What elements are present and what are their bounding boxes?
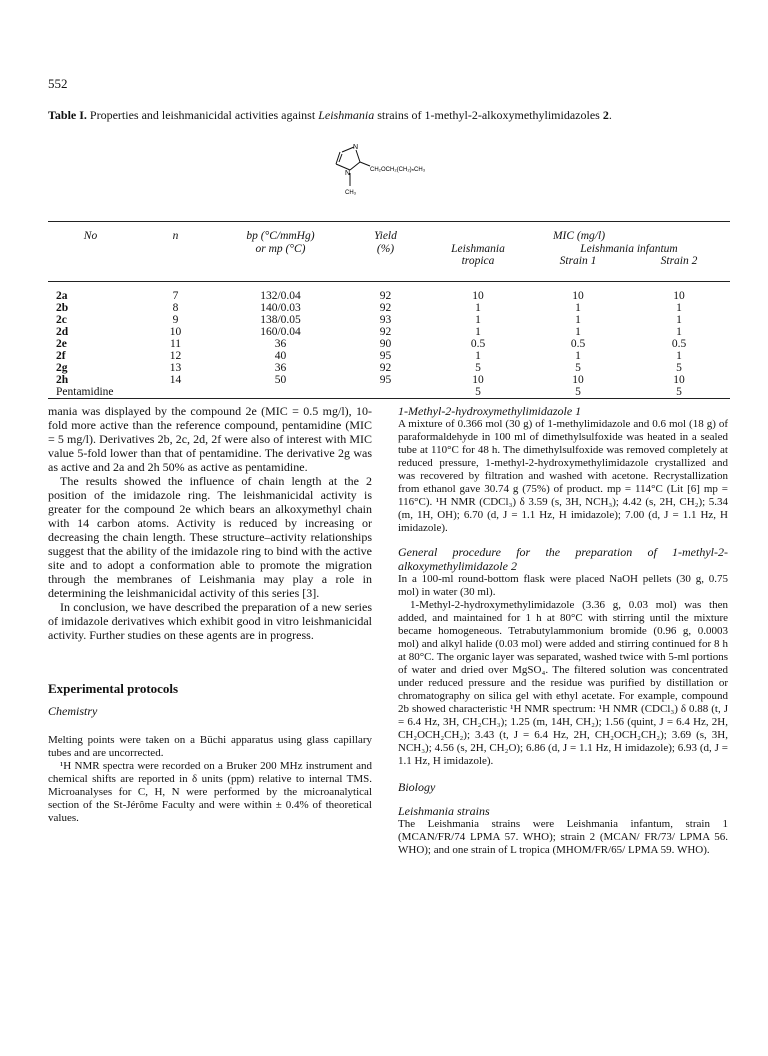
general-procedure-paragraph-1: In a 100-ml round-bottom flask were placed NaOH pellets (30 g, 0.75 mol) in water (30 ml).	[398, 573, 728, 598]
table-cell-s1: 1	[575, 350, 581, 362]
table-cell-bp	[218, 386, 343, 398]
header-no: No	[83, 230, 98, 242]
table-cell-lt: 1	[475, 302, 481, 314]
table-row	[48, 326, 730, 338]
ring-n-bottom: N	[345, 170, 351, 177]
header-strain2: Strain 2	[660, 255, 698, 267]
table-cell-yield: 92	[379, 302, 392, 314]
table-row	[48, 314, 730, 326]
chemistry-heading: Chemistry	[48, 704, 98, 718]
substituent-label: CH₂OCH₂(CH₂)ₙCH₃	[370, 167, 426, 173]
table-cell-lt: 10	[472, 374, 484, 386]
table-cell-n: 14	[169, 374, 182, 386]
caption-genus: Leishmania	[318, 108, 375, 122]
table-cell-n: 8	[172, 302, 179, 314]
ring-n-top: N	[353, 144, 359, 151]
caption-compound: 2	[602, 108, 609, 122]
table-row	[48, 362, 730, 374]
table-cell-n: 13	[169, 362, 182, 374]
table-cell-yield: 95	[379, 350, 392, 362]
chemistry-paragraph-2: ¹H NMR spectra were recorded on a Bruker 200 MHz instrument and chemical shifts are reported in δ units (ppm) relative to internal TMS. Microanalyses for C, H, N were performed by the microanalytical section of the St-Jérôme Faculty and were within ± 0.4% of theoretical values.	[48, 760, 372, 824]
table-cell-no: 2e	[56, 338, 67, 350]
table-cell-lt: 1	[475, 350, 481, 362]
page-number: 552	[48, 76, 68, 91]
table-cell-s1: 1	[575, 326, 581, 338]
table-row	[48, 374, 730, 386]
header-leishmania-tropica: Leishmania tropica	[451, 242, 505, 267]
table-cell-s2: 1	[676, 302, 682, 314]
left-column	[48, 404, 372, 825]
table-caption	[48, 108, 728, 122]
experimental-heading: Experimental protocols	[48, 681, 179, 696]
header-mic: MIC (mg/l)	[552, 230, 606, 242]
header-n: n	[172, 230, 179, 242]
strains-heading: Leishmania strains	[398, 804, 490, 818]
table-cell-n: 10	[169, 326, 182, 338]
general-procedure-paragraph-2: 1-Methyl-2-hydroxymethylimidazole (3.36 g, 0.03 mol) was then added, and maintained for 1 h at 80°C with stirring until the mixture became homogeneous. Tetrabutylammonium bromide (0.96 g, 0.0003 mol) and alkyl halide (0.03 mol) were added and stirring continued for 8 h at 80°C. The organic layer was separated, washed twice with 5-ml portions of water and dried over MgSO₄. The filtered solution was concentrated under reduced pressure and the residue was purified by distillation or chromatography on silica gel with ethyl acetate. For example, compound 2b showed characteristic ¹H NMR spectrum: ¹H NMR (CDCl₃) δ 0.88 (t, J = 6.4 Hz, 3H, CH₂CH₃); 1.25 (m, 14H, CH₂); 1.56 (quint, J = 6.4 Hz, 2H, CH₂OCH₂CH₂); 3.43 (t, J = 6.4 Hz, 2H, CH₂OCH₂CH₂); 3.69 (s, 3H, NCH₃); 4.56 (s, 2H, CH₂O); 6.86 (d, J = 1.1 Hz, H imidazole); 6.93 (d, J = 1.1 Hz, H imidazole).	[398, 599, 728, 767]
table-cell-yield: 95	[379, 374, 392, 386]
table-cell-s2: 5	[676, 362, 682, 374]
table-cell-s1: 1	[575, 302, 581, 314]
results-paragraph-2: The results showed the influence of chain length at the 2 position of the imidazole ring. The leishmanicidal activity is greater for the compound 2e which bears an alkoxymethyl chain with 14 carbon atoms. Activity is reduced by increasing or decreasing the chain length. These structure–activity relationships suggest that the ability of the imidazole ring to bind with the active site and to adopt a conformation able to promote the migration through the membranes of Leishmania may play a role in determining the leishmanicidal activity of this series [3].	[48, 474, 372, 600]
table-cell-lt: 1	[475, 326, 481, 338]
table-cell-no: 2f	[56, 350, 66, 362]
table-cell-lt: 5	[475, 386, 481, 398]
table-cell-no: 2b	[56, 302, 69, 314]
table-cell-n: 11	[169, 338, 182, 350]
table-cell-yield	[343, 386, 428, 398]
table-top-rule	[48, 221, 730, 222]
table-cell-s2: 1	[676, 350, 682, 362]
compound-1-paragraph: A mixture of 0.366 mol (30 g) of 1-methylimidazole and 0.6 mol (18 g) of paraformaldehyde in 100 ml of dimethylsulfoxide was heated in a sealed tube at 110°C for 48 h. The dimethylsulfoxide was removed completely at reduced pressure, 1-methyl-2-hydroxymethylimidazole crystallized and was recovered by filtration and washed with acetone. Recrystallization from ethanol gave 30.74 g (75%) of product. mp = 114°C (Lit [6] mp = 116°C). ¹H NMR (CDCl₃) δ 3.59 (s, 3H, NCH₃); 4.42 (s, 2H, CH₂); 5.34 (m, 1H, OH); 6.70 (d, J = 1.1 Hz, H imidazole); 7.00 (d, J = 1.1 Hz, H imidazole).	[398, 418, 728, 534]
table-cell-lt: 10	[472, 290, 484, 302]
table-cell-no: 2d	[56, 326, 69, 338]
table-cell-s1: 10	[572, 290, 584, 302]
table-cell-s2: 10	[673, 374, 685, 386]
header-leishmania-infantum: Leishmania infantum Strain 1 Strain 2	[528, 243, 730, 268]
table-cell-no: 2a	[56, 290, 68, 302]
n-methyl-label: CH₃	[345, 190, 357, 196]
table-row	[48, 290, 730, 302]
table-cell-yield: 90	[379, 338, 392, 350]
chemistry-paragraph-1: Melting points were taken on a Büchi apparatus using glass capillary tubes and are uncorrected.	[48, 734, 372, 759]
table-cell-yield: 92	[379, 290, 392, 302]
conclusion-paragraph: In conclusion, we have described the preparation of a new series of imidazole derivatives which exhibit good in vitro leishmanicidal activity. Further studies on these agents are in progress.	[48, 600, 372, 642]
table-cell-s1: 1	[575, 314, 581, 326]
table-cell-n	[133, 386, 218, 398]
table-cell-no: Pentamidine	[56, 386, 114, 398]
table-cell-s1: 0.5	[570, 338, 586, 350]
table-cell-n: 9	[172, 314, 179, 326]
table-cell-bp: 36	[274, 338, 287, 350]
table-row	[48, 386, 730, 398]
table-cell-s2: 0.5	[671, 338, 687, 350]
compound-1-heading: 1-Methyl-2-hydroxymethylimidazole 1	[398, 404, 582, 418]
table-row	[48, 302, 730, 314]
results-paragraph-1: mania was displayed by the compound 2e (MIC = 0.5 mg/l), 10-fold more active than the reference compound, pentamidine (MIC = 5 mg/l). Derivatives 2b, 2c, 2d, 2f were also of interest with MIC value 5-fold lower than that of pentamidine. The derivative 2g was as active and 2a and 2h 50% as active as pentamidine.	[48, 404, 372, 474]
table-cell-s2: 1	[676, 314, 682, 326]
table-cell-no: 2h	[56, 374, 69, 386]
biology-heading: Biology	[398, 780, 436, 794]
header-yield: Yield (%)	[374, 230, 397, 255]
table-cell-bp: 36	[274, 362, 287, 374]
table-cell-bp: 160/0.04	[260, 326, 301, 338]
table-cell-bp: 132/0.04	[260, 290, 301, 302]
table-cell-bp: 138/0.05	[260, 314, 301, 326]
table-cell-no: 2c	[56, 314, 67, 326]
caption-text: Properties and leishmanicidal activities against	[86, 108, 319, 122]
header-bp: bp (°C/mmHg) or mp (°C)	[246, 230, 315, 255]
table-bottom-rule	[48, 398, 730, 399]
table-cell-lt: 5	[475, 362, 481, 374]
table-cell-s1: 10	[572, 374, 584, 386]
table-row	[48, 350, 730, 362]
table-cell-s2: 1	[676, 326, 682, 338]
table-cell-yield: 93	[379, 314, 392, 326]
general-procedure-heading: General procedure for the preparation of 1-methyl-2-alkoxymethylimidazole 2	[398, 545, 728, 573]
table-cell-bp: 50	[274, 374, 287, 386]
table-cell-s2: 10	[673, 290, 685, 302]
table-cell-lt: 0.5	[470, 338, 486, 350]
properties-table	[48, 230, 730, 398]
table-cell-s1: 5	[575, 386, 581, 398]
table-cell-no: 2g	[56, 362, 68, 374]
table-cell-bp: 40	[274, 350, 287, 362]
caption-end: .	[608, 108, 612, 122]
table-cell-bp: 140/0.03	[260, 302, 301, 314]
header-strain1: Strain 1	[559, 255, 597, 267]
table-cell-yield: 92	[379, 326, 392, 338]
table-cell-yield: 92	[379, 362, 392, 374]
table-cell-n: 12	[169, 350, 182, 362]
table-cell-n: 7	[172, 290, 179, 302]
strains-paragraph: The Leishmania strains were Leishmania infantum, strain 1 (MCAN/FR/74 LPMA 57. WHO); strain 2 (MCAN/ FR/73/ LPMA 56. WHO); and one strain of L tropica (MHOM/FR/65/ LPMA 59. WHO).	[398, 818, 728, 856]
header-mic-group	[428, 230, 730, 278]
caption-text-after: strains of 1-methyl-2-alkoxymethylimidazoles	[374, 108, 603, 122]
caption-label: Table I.	[48, 108, 87, 122]
imidazole-structure	[326, 138, 446, 208]
table-cell-s2: 5	[676, 386, 682, 398]
table-row	[48, 338, 730, 350]
table-cell-s1: 5	[575, 362, 581, 374]
right-column	[398, 404, 728, 857]
table-cell-lt: 1	[475, 314, 481, 326]
